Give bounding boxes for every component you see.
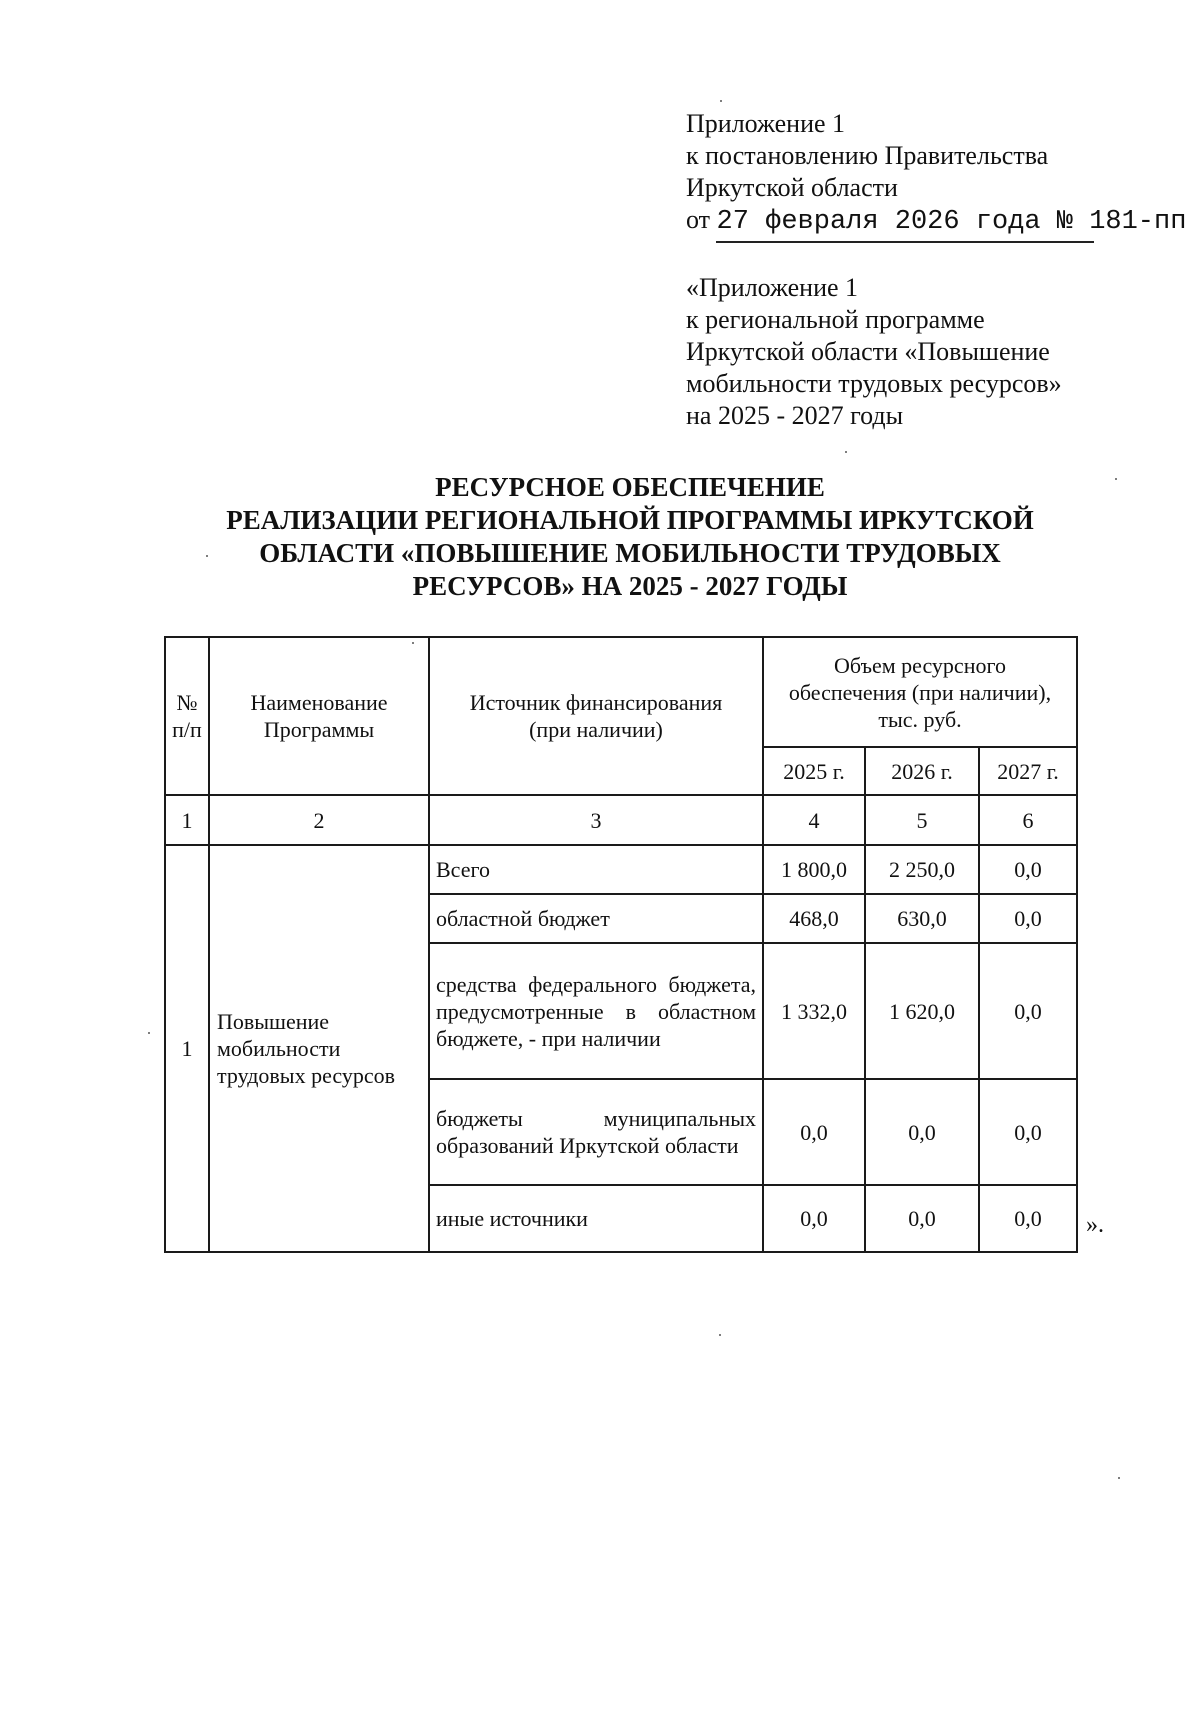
annex-program-line5: на 2025 - 2027 годы (686, 401, 904, 430)
table-row (165, 845, 1077, 894)
value-2025: 468,0 (763, 894, 865, 943)
scan-speck (1115, 478, 1117, 480)
annex-program-line3: Иркутской области «Повышение (686, 337, 1050, 366)
header-source-line1: Источник финансирования (469, 690, 723, 715)
header-source (429, 637, 763, 795)
value-2026: 2 250,0 (865, 845, 979, 894)
column-number: 1 (165, 795, 209, 845)
funding-source: Всего (429, 845, 763, 894)
header-volume-line1: Объем ресурсного (834, 652, 1006, 678)
annex-program-block (686, 272, 1062, 432)
header-name-line1: Наименование (250, 690, 388, 715)
header-num-line2: п/п (172, 717, 202, 742)
value-2026: 0,0 (865, 1185, 979, 1252)
date-prefix: от (686, 205, 711, 234)
program-number: 1 (165, 845, 209, 1252)
decree-date-number: 27 февраля 2026 года № 181-пп (716, 207, 1187, 237)
header-year-2027: 2027 г. (979, 747, 1077, 795)
value-2027: 0,0 (979, 1185, 1077, 1252)
scan-speck (412, 642, 414, 644)
title-line2: РЕАЛИЗАЦИИ РЕГИОНАЛЬНОЙ ПРОГРАММЫ ИРКУТСКОЙ (226, 505, 1034, 535)
title-line1: РЕСУРСНОЕ ОБЕСПЕЧЕНИЕ (435, 472, 825, 502)
annex-decree-line1: Приложение 1 (686, 109, 846, 138)
column-number: 4 (763, 795, 865, 845)
closing-quote-mark: ». (1086, 1212, 1104, 1238)
header-year-2025: 2025 г. (763, 747, 865, 795)
column-number: 5 (865, 795, 979, 845)
date-underline (716, 241, 1094, 243)
funding-source: областной бюджет (429, 894, 763, 943)
header-volume-line2: обеспечения (при наличии), (788, 679, 1052, 705)
scan-speck (720, 100, 722, 102)
value-2026: 1 620,0 (865, 943, 979, 1079)
annex-program-line1: «Приложение 1 (686, 273, 859, 302)
value-2027: 0,0 (979, 943, 1077, 1079)
program-name-line2: мобильности (217, 1036, 341, 1061)
header-volume-line3: тыс. руб. (878, 706, 962, 732)
header-year-2026: 2026 г. (865, 747, 979, 795)
header-row-main (165, 637, 1077, 747)
scan-speck (719, 1334, 721, 1336)
column-number-row (165, 795, 1077, 845)
program-name-line1: Повышение (217, 1009, 330, 1034)
scan-speck (206, 555, 208, 557)
value-2026: 630,0 (865, 894, 979, 943)
annex-program-line2: к региональной программе (686, 305, 985, 334)
funding-source: иные источники (429, 1185, 763, 1252)
value-2025: 0,0 (763, 1185, 865, 1252)
header-source-line2: (при наличии) (529, 717, 663, 742)
annex-decree-line2: к постановлению Правительства (686, 141, 1049, 170)
document-title (160, 471, 1100, 603)
annex-decree-line3: Иркутской области (686, 173, 898, 202)
column-number: 6 (979, 795, 1077, 845)
column-number: 2 (209, 795, 429, 845)
title-line3: ОБЛАСТИ «ПОВЫШЕНИЕ МОБИЛЬНОСТИ ТРУДОВЫХ (259, 538, 1001, 568)
header-volume (763, 637, 1077, 747)
resource-table (164, 636, 1078, 1253)
scan-speck (1118, 1477, 1120, 1479)
program-name (209, 845, 429, 1252)
title-line4: РЕСУРСОВ» НА 2025 - 2027 ГОДЫ (412, 571, 848, 601)
scan-speck (845, 451, 847, 453)
header-name-line2: Программы (263, 717, 375, 742)
annex-decree-block (686, 108, 1186, 238)
value-2027: 0,0 (979, 1079, 1077, 1185)
program-name-line3: трудовых ресурсов (217, 1063, 396, 1088)
funding-source: средства федерального бюджета, предусмотренные в областном бюджете, - при наличии (429, 943, 763, 1079)
header-name (209, 637, 429, 795)
value-2025: 0,0 (763, 1079, 865, 1185)
header-num-line1: № (176, 690, 198, 715)
scan-speck (148, 1032, 150, 1034)
annex-decree-date (686, 204, 1186, 238)
value-2027: 0,0 (979, 894, 1077, 943)
value-2025: 1 332,0 (763, 943, 865, 1079)
value-2026: 0,0 (865, 1079, 979, 1185)
value-2027: 0,0 (979, 845, 1077, 894)
column-number: 3 (429, 795, 763, 845)
value-2025: 1 800,0 (763, 845, 865, 894)
annex-program-line4: мобильности трудовых ресурсов» (686, 369, 1062, 398)
header-num (165, 637, 209, 795)
funding-source: бюджеты муниципальных образований Иркутской области (429, 1079, 763, 1185)
